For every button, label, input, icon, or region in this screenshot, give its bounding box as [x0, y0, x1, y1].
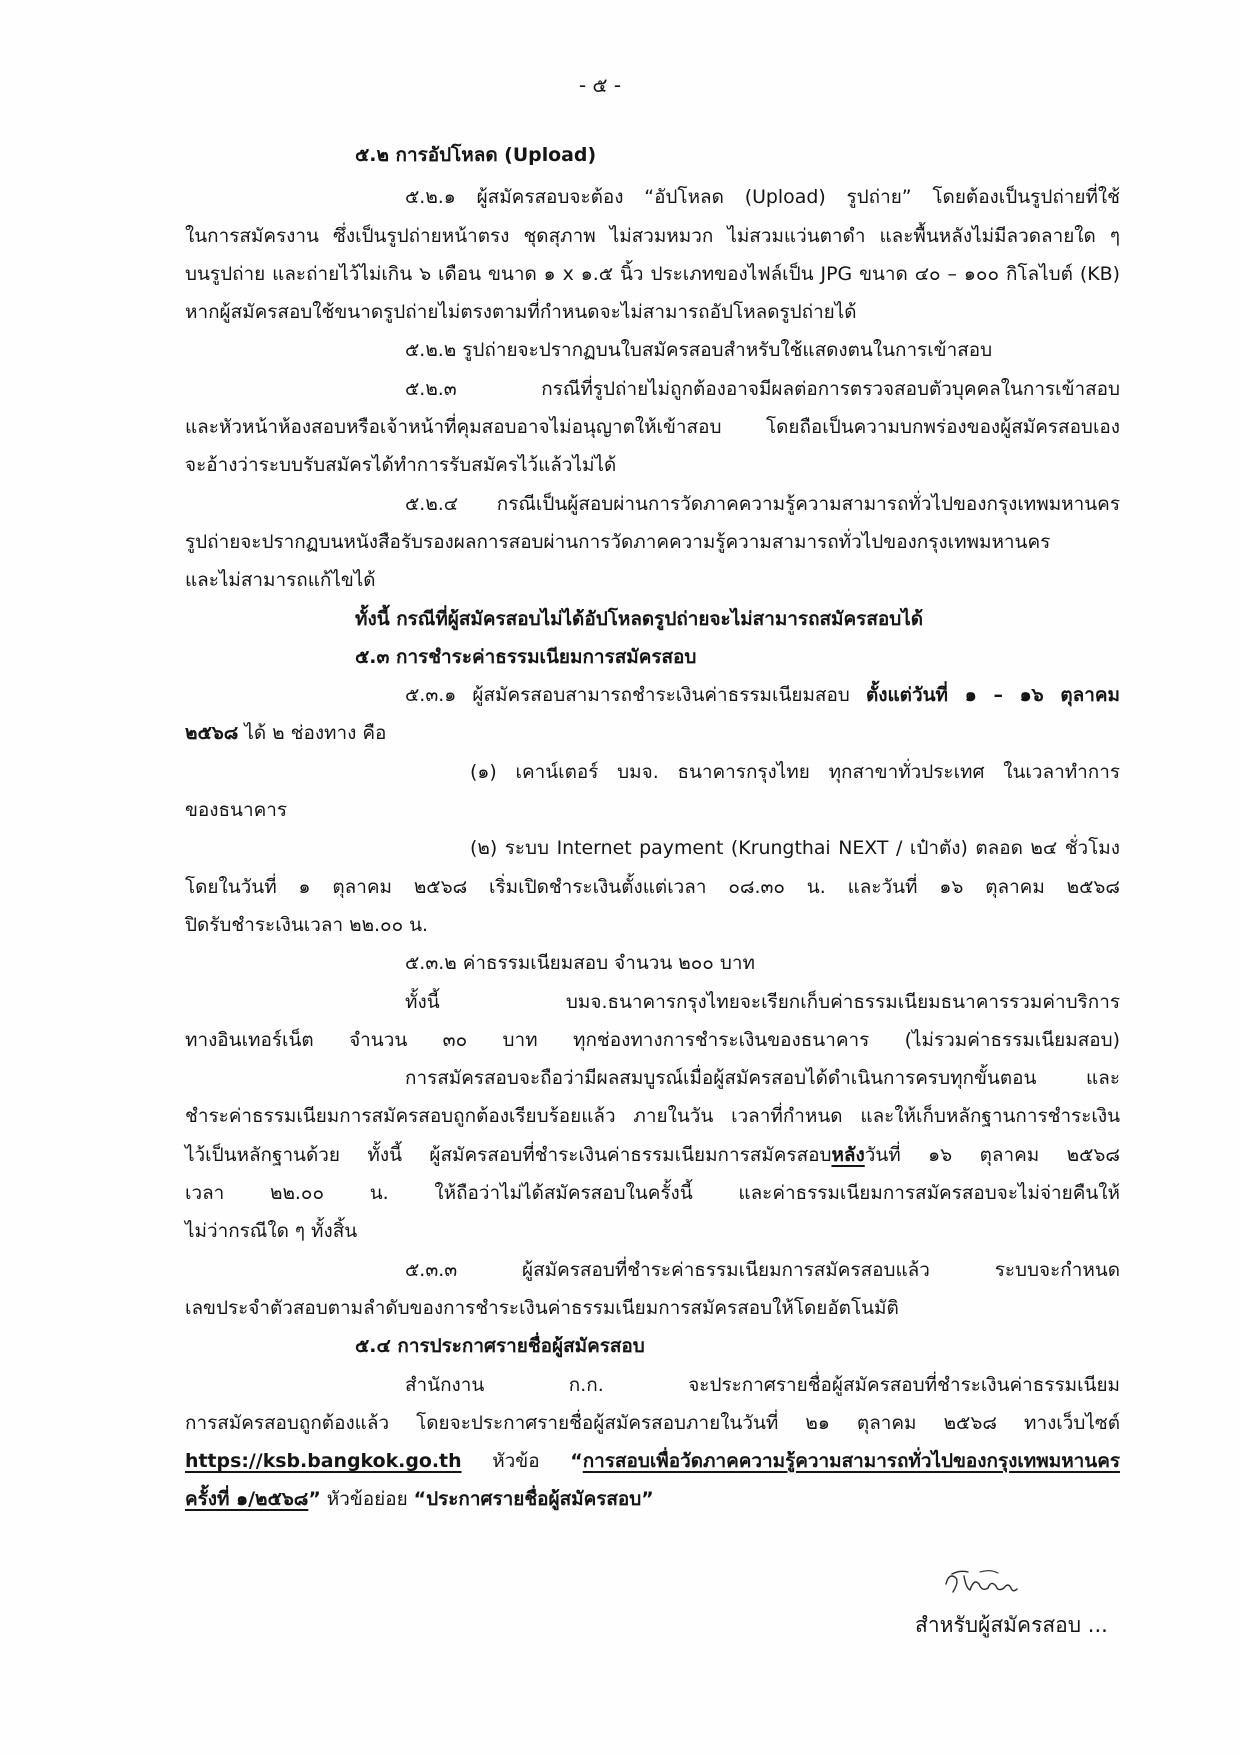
paragraph-line: การสมัครสอบจะถือว่ามีผลสมบูรณ์เมื่อผู้สมัครสอบได้ดำเนินการครบทุกขั้นตอน และ	[405, 1067, 1120, 1090]
open-quote: “	[570, 1450, 583, 1473]
paragraph-line	[185, 1136, 1120, 1174]
paragraph-line: ๕.๒.๒ รูปถ่ายจะปรากฏบนใบสมัครสอบสำหรับใช้แสดงตนในการเข้าสอบ	[405, 339, 993, 362]
paragraph-line: (๒) ระบบ Internet payment (Krungthai NEXT / เป๋าตัง) ตลอด ๒๔ ชั่วโมง	[470, 837, 1120, 860]
close-quote: ”	[308, 1488, 321, 1511]
payment-period-text: ตั้งแต่วันที่ ๑ – ๑๖ ตุลาคม	[865, 684, 1120, 707]
paragraph-line: ๕.๓.๒ ค่าธรรมเนียมสอบ จำนวน ๒๐๐ บาท	[405, 952, 755, 975]
paragraph-line: สำนักงาน ก.ก. จะประกาศรายชื่อผู้สมัครสอบที่ชำระเงินค่าธรรมเนียม	[405, 1373, 1120, 1396]
paragraph-line: โดยในวันที่ ๑ ตุลาคม ๒๕๖๘ เริ่มเปิดชำระเงินตั้งแต่เวลา ๐๘.๓๐ น. และวันที่ ๑๖ ตุลาคม ๒๕๖๘	[185, 875, 1120, 898]
section-heading: ๕.๓ การชำระค่าธรรมเนียมการสมัครสอบ	[355, 645, 697, 668]
paragraph-line: และหัวหน้าห้องสอบหรือเจ้าหน้าที่คุมสอบอาจไม่อนุญาตให้เข้าสอบ โดยถือเป็นความบกพร่องของผู้สมัครสอบเอง	[185, 416, 1120, 439]
paragraph-line: เวลา ๒๒.๐๐ น. ให้ถือว่าไม่ได้สมัครสอบในครั้งนี้ และค่าธรรมเนียมการสมัครสอบจะไม่จ่ายคืนให้	[185, 1182, 1120, 1205]
paragraph-line: ทางอินเทอร์เน็ต จำนวน ๓๐ บาท ทุกช่องทางการชำระเงินของธนาคาร (ไม่รวมค่าธรรมเนียมสอบ)	[185, 1028, 1120, 1051]
line-text: วันที่ ๑๖ ตุลาคม ๒๕๖๘	[864, 1143, 1120, 1166]
topic-title: ครั้งที่ ๑/๒๕๖๘	[185, 1488, 309, 1511]
paragraph-line: การสมัครสอบถูกต้องแล้ว โดยจะประกาศรายชื่อผู้สมัครสอบภายในวันที่ ๒๑ ตุลาคม ๒๕๖๘ ทางเว็บไซต์	[185, 1411, 1120, 1434]
line-text: หัวข้อ	[461, 1450, 571, 1473]
page-number: - ๕ -	[578, 73, 622, 97]
payment-year-text: ๒๕๖๘	[185, 722, 239, 745]
paragraph-line	[185, 676, 1120, 714]
section-heading: ๕.๔ การประกาศรายชื่อผู้สมัครสอบ	[355, 1335, 645, 1358]
section-heading: ๕.๒ การอัปโหลด (Upload)	[355, 144, 597, 166]
line-text: ไว้เป็นหลักฐานด้วย ทั้งนี้ ผู้สมัครสอบที่ชำระเงินค่าธรรมเนียมการสมัครสอบ	[185, 1143, 832, 1166]
paragraph-line: ๕.๒.๑ ผู้สมัครสอบจะต้อง “อัปโหลด (Upload) รูปถ่าย” โดยต้องเป็นรูปถ่ายที่ใช้	[405, 186, 1120, 209]
paragraph-line	[185, 714, 1120, 752]
paragraph-line: บนรูปถ่าย และถ่ายไว้ไม่เกิน ๖ เดือน ขนาด ๑ x ๑.๕ นิ้ว ประเภทของไฟล์เป็น JPG ขนาด ๔๐ – ๑๐๐ กิโลไบต์ (KB)	[185, 262, 1120, 285]
document-body	[185, 136, 1120, 1519]
paragraph-line: ๕.๒.๓ กรณีที่รูปถ่ายไม่ถูกต้องอาจมีผลต่อการตรวจสอบตัวบุคคลในการเข้าสอบ	[405, 377, 1120, 400]
emphasis-text: หลัง	[831, 1143, 865, 1166]
paragraph-line	[185, 1480, 1120, 1518]
website-link[interactable]: https://ksb.bangkok.go.th	[185, 1450, 462, 1473]
subtopic-title: “ประกาศรายชื่อผู้สมัครสอบ”	[413, 1488, 654, 1511]
line-text: หัวข้อย่อย	[320, 1488, 414, 1511]
paragraph-line: และไม่สามารถแก้ไขได้	[185, 569, 376, 592]
line-text: ๕.๓.๑ ผู้สมัครสอบสามารถชำระเงินค่าธรรมเนียมสอบ	[405, 684, 866, 707]
paragraph-line: ของธนาคาร	[185, 799, 288, 822]
paragraph-line: ไม่ว่ากรณีใด ๆ ทั้งสิ้น	[185, 1220, 358, 1243]
paragraph-line: ๕.๓.๓ ผู้สมัครสอบที่ชำระค่าธรรมเนียมการสมัครสอบแล้ว ระบบจะกำหนด	[405, 1258, 1120, 1281]
paragraph-line: ทั้งนี้ บมจ.ธนาคารกรุงไทยจะเรียกเก็บค่าธรรมเนียมธนาคารรวมค่าบริการ	[405, 990, 1120, 1013]
paragraph-line: หากผู้สมัครสอบใช้ขนาดรูปถ่ายไม่ตรงตามที่กำหนดจะไม่สามารถอัปโหลดรูปถ่ายได้	[185, 301, 857, 324]
paragraph-line: จะอ้างว่าระบบรับสมัครได้ทำการรับสมัครไว้แล้วไม่ได้	[185, 454, 617, 477]
signature-image	[940, 1562, 1030, 1602]
paragraph-line: ชำระค่าธรรมเนียมการสมัครสอบถูกต้องเรียบร้อยแล้ว ภายในวัน เวลาที่กำหนด และให้เก็บหลักฐานการชำระเงิน	[185, 1105, 1120, 1128]
paragraph-line: รูปถ่ายจะปรากฏบนหนังสือรับรองผลการสอบผ่านการวัดภาคความรู้ความสามารถทั่วไปของกรุงเทพมหานคร	[185, 530, 1051, 553]
topic-title: การสอบเพื่อวัดภาคความรู้ความสามารถทั่วไปของกรุงเทพมหานคร	[582, 1450, 1120, 1473]
continuation-text: สำหรับผู้สมัครสอบ ...	[915, 1613, 1108, 1637]
paragraph-line: เลขประจำตัวสอบตามลำดับของการชำระเงินค่าธรรมเนียมการสมัครสอบให้โดยอัตโนมัติ	[185, 1296, 899, 1319]
note-line: ทั้งนี้ กรณีที่ผู้สมัครสอบไม่ได้อัปโหลดรูปถ่ายจะไม่สามารถสมัครสอบได้	[355, 607, 923, 630]
paragraph-line: ปิดรับชำระเงินเวลา ๒๒.๐๐ น.	[185, 913, 429, 936]
paragraph-line: (๑) เคาน์เตอร์ บมจ. ธนาคารกรุงไทย ทุกสาขาทั่วประเทศ ในเวลาทำการ	[470, 760, 1120, 783]
line-text: ได้ ๒ ช่องทาง คือ	[238, 722, 387, 745]
paragraph-line	[185, 1442, 1120, 1480]
paragraph-line: ๕.๒.๔ กรณีเป็นผู้สอบผ่านการวัดภาคความรู้ความสามารถทั่วไปของกรุงเทพมหานคร	[405, 492, 1120, 515]
paragraph-line: ในการสมัครงาน ซึ่งเป็นรูปถ่ายหน้าตรง ชุดสุภาพ ไม่สวมหมวก ไม่สวมแว่นตาดำ และพื้นหลังไม่มีลวดลายใด ๆ	[185, 224, 1120, 247]
